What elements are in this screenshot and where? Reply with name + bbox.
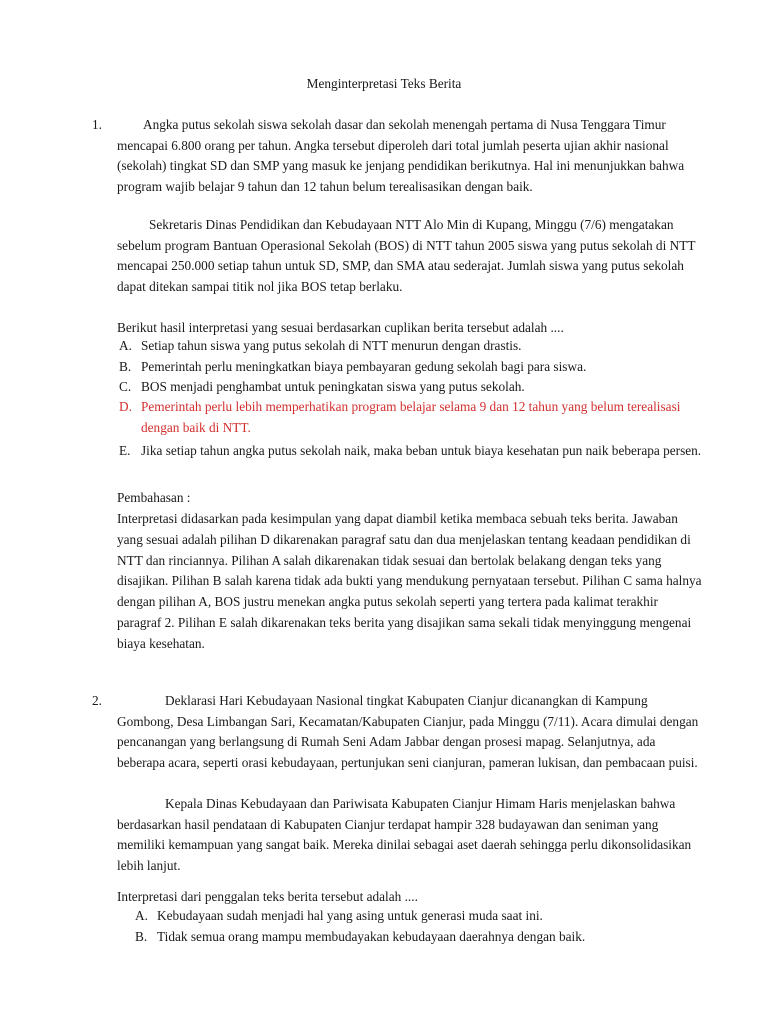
- discussion-text: Interpretasi didasarkan pada kesimpulan yang dapat diambil ketika membaca sebuah teks berita. Jawaban yang sesuai adalah pilihan D dikarenakan paragraf satu dan dua menjelaskan tentang keadaan pendidikan di NTT dan rinciannya. Pilihan A salah dikarenakan tidak sesuai dan bertolak belakang dengan teks yang disajikan. Pilihan B salah karena tidak ada bukti yang mendukung pernyataan tersebut. Pilihan C sama halnya dengan pilihan A, BOS justru menekan angka putus sekolah seperti yang tertera pada kalimat terakhir paragraf 2. Pilihan E salah dikarenakan teks berita yang disajikan sama sekali tidak menyinggung mengenai biaya kesehatan.: [117, 511, 702, 651]
- q2-option-a[interactable]: [133, 906, 693, 927]
- q1-option-b[interactable]: [117, 357, 707, 378]
- q1-option-e[interactable]: [117, 440, 707, 461]
- q1-paragraph-1: Angka putus sekolah siswa sekolah dasar dan sekolah menengah pertama di Nusa Tenggara Timur mencapai 6.800 orang per tahun. Angka tersebut diperoleh dari total jumlah peserta ujian akhir nasional (sekolah) tingkat SD dan SMP yang masuk ke jenjang pendidikan berikutnya. Hal ini menunjukkan bahwa program wajib belajar 9 tahun dan 12 tahun belum terealisasikan dengan baik.: [117, 117, 685, 194]
- document-title: Menginterpretasi Teks Berita: [306, 76, 462, 91]
- option-letter: D.: [119, 398, 132, 414]
- q2-paragraph-2: Kepala Dinas Kebudayaan dan Pariwisata Kabupaten Cianjur Himam Haris menjelaskan bahwa berdasarkan hasil pendataan di Kabupaten Cianjur terdapat hampir 328 budayawan dan seniman yang memiliki kemampuan yang sangat baik. Mereka dinilai sebagai aset daerah sehingga perlu dikonsolidasikan lebih lanjut.: [117, 796, 692, 873]
- option-letter: E.: [119, 442, 131, 458]
- q2-paragraph-1: Deklarasi Hari Kebudayaan Nasional tingkat Kabupaten Cianjur dicanangkan di Kampung Gombong, Desa Limbangan Sari, Kecamatan/Kabupaten Cianjur, pada Minggu (7/11). Acara dimulai dengan pencanangan yang berlangsung di Rumah Seni Adam Jabbar dengan prosesi mapag. Selanjutnya, ada beberapa acara, seperti orasi kebudayaan, pertunjukan seni cianjuran, pameran lukisan, dan pembacaan puisi.: [117, 693, 699, 770]
- discussion-label: Pembahasan :: [117, 490, 191, 505]
- q2-question: Interpretasi dari penggalan teks berita tersebut adalah ....: [117, 889, 418, 904]
- q1-option-a[interactable]: [117, 336, 707, 357]
- option-letter: B.: [135, 928, 148, 944]
- option-text: Tidak semua orang mampu membudayakan kebudayaan daerahnya dengan baik.: [157, 928, 586, 944]
- option-text: Kebudayaan sudah menjadi hal yang asing untuk generasi muda saat ini.: [157, 908, 543, 923]
- question-2-number: 2.: [92, 693, 102, 708]
- question-1-number: 1.: [92, 117, 102, 132]
- q1-option-c[interactable]: [117, 377, 707, 398]
- q1-options-list: [117, 336, 707, 461]
- option-text: Jika setiap tahun angka putus sekolah naik, maka beban untuk biaya kesehatan pun naik beberapa persen.: [141, 442, 702, 458]
- q1-question: Berikut hasil interpretasi yang sesuai berdasarkan cuplikan berita tersebut adalah ....: [117, 320, 564, 335]
- option-letter: A.: [135, 908, 148, 923]
- q1-paragraph-2: Sekretaris Dinas Pendidikan dan Kebudayaan NTT Alo Min di Kupang, Minggu (7/6) mengatakan sebelum program Bantuan Operasional Sekolah (BOS) di NTT tahun 2005 siswa yang putus sekolah di NTT mencapai 250.000 setiap tahun untuk SD, SMP, dan SMA atau sederajat. Jumlah siswa yang putus sekolah dapat ditekan sampai titik nol jika BOS tetap berlaku.: [117, 217, 696, 294]
- option-letter: A.: [119, 338, 132, 353]
- option-text: Pemerintah perlu meningkatkan biaya pembayaran gedung sekolah bagi para siswa.: [141, 358, 587, 374]
- option-text: Setiap tahun siswa yang putus sekolah di NTT menurun dengan drastis.: [141, 338, 522, 353]
- option-text: Pemerintah perlu lebih memperhatikan program belajar selama 9 dan 12 tahun yang belum terealisasi dengan baik di NTT.: [141, 398, 681, 435]
- q1-option-d-answer[interactable]: [117, 396, 707, 438]
- q2-option-b[interactable]: [133, 927, 693, 948]
- q2-options-list: [133, 906, 693, 947]
- option-text: BOS menjadi penghambat untuk peningkatan siswa yang putus sekolah.: [141, 379, 525, 394]
- option-letter: C.: [119, 379, 132, 394]
- option-letter: B.: [119, 358, 132, 374]
